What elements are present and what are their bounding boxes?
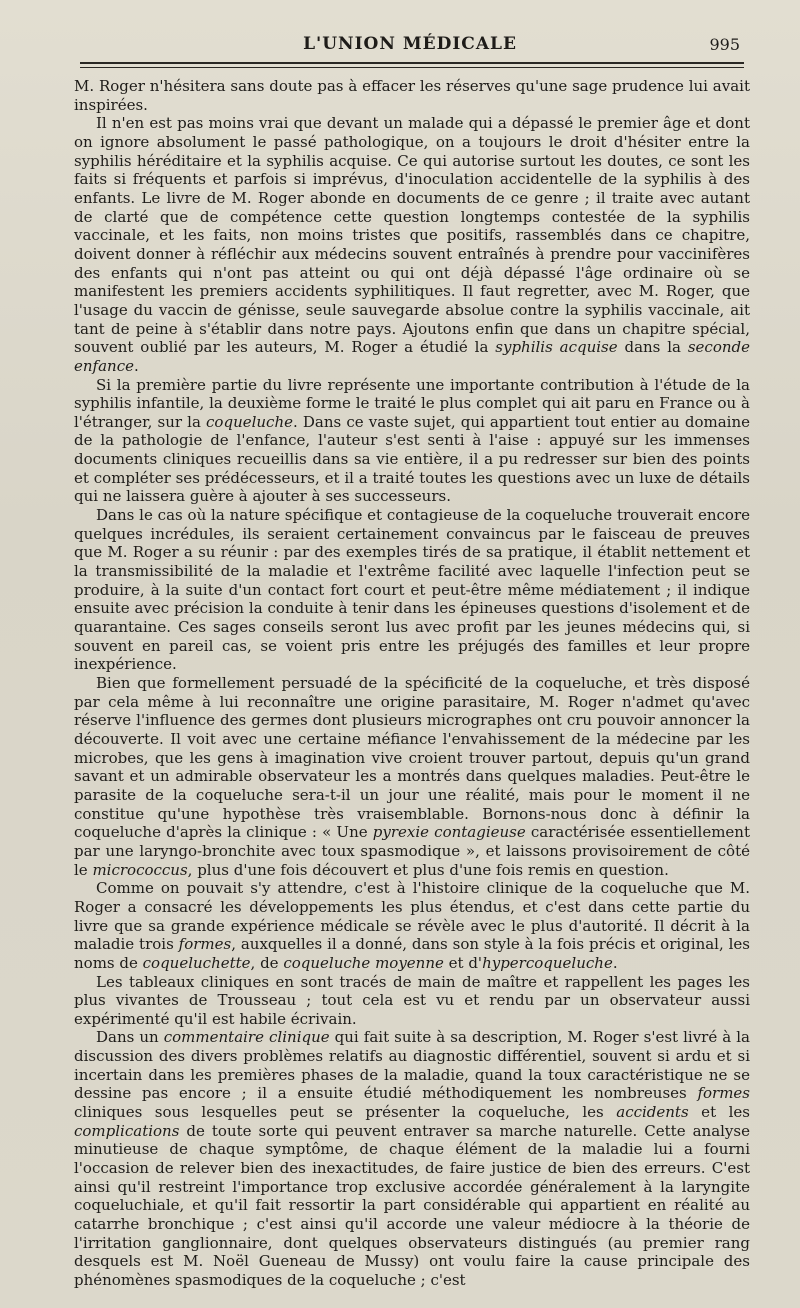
text-run: Si la première partie du livre représente une importante contribution à l'étude de la syphilis infantile, la deuxième forme le traité le plus complet qui ait paru en France ou à l'étranger, sur la	[74, 375, 750, 431]
page-number: 995	[709, 35, 740, 54]
text-run: Il n'en est pas moins vrai que devant un malade qui a dépassé le premier âge et dont on ignore absolument le passé pathologique, on a toujours le droit d'hésiter entre la syphilis héréditaire et la syphilis acquise. Ce qui autorise surtout les doutes, ce sont les faits si fréquents et parfois si imprévus, d'inoculation accidentelle de la syphilis à des enfants. Le livre de M. Roger abonde en documents de ce genre ; il traite avec autant de clarté que de compétence cette question longtemps contestée de la syphilis vaccinale, et les faits, non moins tristes que positifs, rassemblés dans ce chapitre, doivent donner à réfléchir aux médecins souvent entraînés à prendre pour vaccinifères des enfants qui n'ont pas atteint ou qui ont déjà dépassé l'âge ordinaire où se manifestent les premiers accidents syphilitiques. Il faut regretter, avec M. Roger, que l'usage du vaccin de génisse, seule sauvegarde absolue contre la syphilis vaccinale, ait tant de peine à s'établir dans notre pays. Ajoutons enfin que dans un chapitre spécial, souvent oublié par les auteurs, M. Roger a étudié la	[74, 114, 750, 357]
italic-run: coqueluchette	[142, 953, 251, 972]
paragraph	[74, 114, 750, 375]
text-run: M. Roger n'hésitera sans doute pas à effacer les réserves qu'une sage prudence lui avait inspirées.	[74, 77, 750, 114]
italic-run: hypercoqueluche	[482, 953, 613, 972]
text-run: Dans un	[96, 1028, 164, 1047]
text-run: qui fait suite à sa description, M. Roger s'est livré à la discussion des divers problèmes relatifs au diagnostic différentiel, souvent si ardu et si incertain dans les premières phases de la maladie, quand la toux caractéristique ne se dessine pas encore ; il a ensuite étudié méthodiquement les nombreuses	[74, 1028, 750, 1103]
italic-run: syphilis acquise	[495, 338, 618, 357]
paragraph	[74, 77, 750, 114]
paragraph	[74, 879, 750, 972]
paragraph	[74, 1028, 750, 1289]
italic-run: formes	[697, 1084, 750, 1103]
italic-run: micrococcus	[92, 860, 188, 879]
paragraph	[74, 506, 750, 674]
text-run: .	[133, 356, 139, 375]
italic-run: coqueluche	[206, 412, 293, 431]
page-header	[80, 34, 740, 58]
header-rule-thin	[80, 67, 744, 68]
paragraph	[74, 674, 750, 879]
header-rule	[80, 62, 744, 64]
italic-run: accidents	[616, 1103, 689, 1122]
text-run: Comme on pouvait s'y attendre, c'est à l'histoire clinique de la coqueluche que M. Roger a consacré les développements les plus étendus, et c'est dans cette partie du livre que sa grande expérience médicale se révèle avec le plus d'autorité. Il décrit à la maladie trois	[74, 879, 750, 954]
text-run: et d'	[443, 953, 483, 972]
text-run: . Dans ce vaste sujet, qui appartient tout entier au domaine de la pathologie de l'enfance, l'auteur s'est senti à l'aise : appuyé sur les immenses documents cliniques recueillis dans sa vie entière, il a pu redresser sur bien des points et compléter ses prédécesseurs, et il a traité toutes les questions avec un luxe de détails qui ne laissera guère à ajouter à ses successeurs.	[74, 412, 750, 506]
italic-run: seconde enfance	[74, 338, 750, 375]
running-title: L'UNION MÉDICALE	[303, 34, 517, 54]
text-run: , auxquelles il a donné, dans son style à la fois précis et original, les noms de	[74, 935, 750, 972]
text-run: .	[612, 953, 618, 972]
paragraph	[74, 973, 750, 1029]
text-run: de toute sorte qui peuvent entraver sa marche naturelle. Cette analyse minutieuse de chaque symptôme, de chaque élément de la maladie lui a fourni l'occasion de relever bien des inexactitudes, de faire justice de bien des erreurs. C'est ainsi qu'il restreint l'importance trop exclusive accordée généralement à la laryngite coqueluchiale, et qu'il fait ressortir la part considérable qui appartient en réalité au catarrhe bronchique ; c'est ainsi qu'il accorde une valeur médiocre à la théorie de l'irritation ganglionnaire, dont quelques observateurs distingués (au premier rang desquels est M. Noël Gueneau de Mussy) ont voulu faire la cause principale des phénomènes spasmodiques de la coqueluche ; c'est	[74, 1121, 750, 1289]
text-run: Les tableaux cliniques en sont tracés de main de maître et rappellent les pages les plus vivantes de Trousseau ; tout cela est vu et rendu par un observateur aussi expérimenté qu'il est habile écrivain.	[74, 972, 750, 1028]
italic-run: formes	[178, 935, 232, 954]
text-run: cliniques sous lesquelles peut se présenter la coqueluche, les	[74, 1103, 617, 1122]
text-run: caractérisée essentiellement par une laryngo-bronchite avec toux spasmodique », et laissons provisoirement de côté le	[74, 823, 750, 879]
text-run: , plus d'une fois découvert et plus d'une fois remis en question.	[187, 860, 669, 879]
paragraph	[74, 376, 750, 507]
italic-run: commentaire clinique	[163, 1028, 330, 1047]
text-run: , de	[250, 953, 284, 972]
italic-run: coqueluche moyenne	[283, 953, 444, 972]
text-run: Bien que formellement persuadé de la spécificité de la coqueluche, et très disposé par cela même à lui reconnaître une origine parasitaire, M. Roger n'admet qu'avec réserve l'influence des germes dont plusieurs micrographes ont cru pouvoir annoncer la découverte. Il voit avec une certaine méfiance l'envahissement de la médecine par les microbes, que les gens à imagination vive croient trouver partout, depuis qu'un grand savant et un admirable observateur les a montrés dans quelques maladies. Peut-être le parasite de la coqueluche sera-t-il un jour une réalité, mais pour le moment il ne constitue qu'une hypothèse très vraisemblable. Bornons-nous donc à définir la coqueluche d'après la clinique : « Une	[74, 674, 750, 842]
italic-run: pyrexie contagieuse	[372, 823, 526, 842]
article-body	[74, 77, 750, 1290]
text-run: Dans le cas où la nature spécifique et contagieuse de la coqueluche trouverait encore quelques incrédules, ils seraient certainement convaincus par le faisceau de preuves que M. Roger a su réunir : par des exemples tirés de sa pratique, il établit nettement et la transmissibilité de la maladie et l'extrême facilité avec laquelle l'infection peut se produire, à la suite d'un contact fort court et peut-être même médiatement ; il indique ensuite avec précision la conduite à tenir dans les épineuses questions d'isolement et de quarantaine. Ces sages conseils seront lus avec profit par les jeunes médecins qui, si souvent en pareil cas, se voient pris entre les préjugés des familles et leur propre inexpérience.	[74, 506, 750, 674]
text-run: dans la	[617, 338, 688, 357]
text-run: et les	[688, 1103, 750, 1122]
italic-run: complications	[74, 1121, 180, 1140]
